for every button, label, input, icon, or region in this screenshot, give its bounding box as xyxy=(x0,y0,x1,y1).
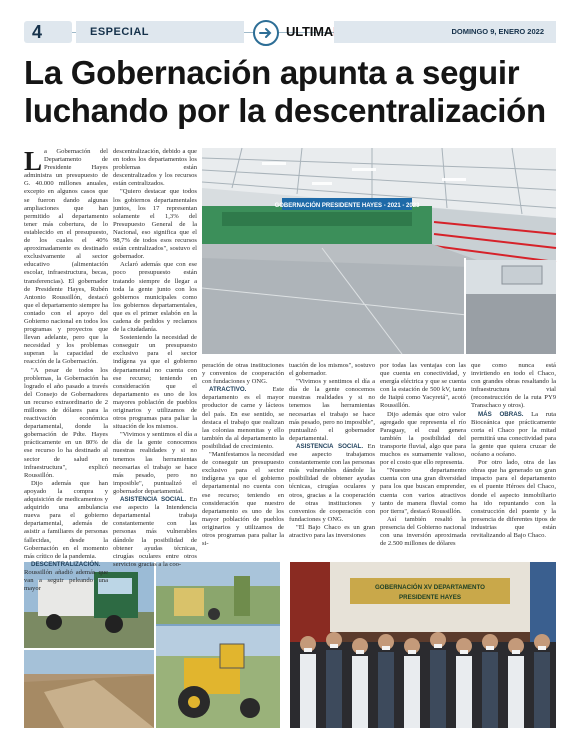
paragraph: Roussillón añadió además que van a seguir peleando una mayor xyxy=(24,568,108,593)
paragraph: Así también resaltó la presencia del Gobierno nacional con una inversión aproximada de 2.500 millones de dólares xyxy=(380,515,466,548)
paragraph: "Nuestro departamento cuenta con una gran diversidad para los que buscan emprender, cuenta con varios atractivos tanto de manera fluvial como por tierra", destacó Roussillón. xyxy=(380,467,466,515)
paragraph: Por otro lado, otra de las obras que ha generado un gran impacto para el departamento es el puente Héroes del Chaco, donde el aspecto inmobiliario ha ido repuntando con la construcción del puente y la presencia de diferentes tipos de industrias que están revitalizando al Bajo Chaco. xyxy=(471,459,556,539)
stadium-banner-text: GOBERNACIÓN PRESIDENTE HAYES - 2021 - 2023 xyxy=(274,203,420,209)
paragraph: "Manifestamos la necesidad de conseguir un presupuesto exclusivo para el sector indígena ya que el gobierno departamental no cuenta con ese recurso; teniendo en consideración que nuestro departamento es uno de los mayor población de pueblos originarios y utilizamos de otros programas para paliar la si- xyxy=(202,451,284,548)
paragraph: que como nunca está invirtiendo en todo el Chaco, con grandes obras resaltando la infraestructura vial (reconstrucción de la ruta PY9 Transchaco y otros). xyxy=(471,362,556,410)
section-keyword: DESCENTRALIZACIÓN. xyxy=(31,560,101,568)
paragraph: Dijo además que han apoyado la compra y adquisición de medicamentos y adquirido una ambulancia nueva para el gobierno departamental, además de asistir a familiares de personas fallecidas, desde la Gobernación en el momento más crítico de la pandemia. xyxy=(24,479,108,560)
paragraph: "Quiero destacar que todos los gobiernos departamentales juntos, los 17 representan solamente el 1,3% del Presupuesto General de la Nacional, eso significa que el 98,7% de todos esos recursos están centralizados", sostuvo el gobernador. xyxy=(113,188,197,261)
section-keyword: ASISTENCIA SOCIAL. xyxy=(296,442,364,450)
paragraph: "El Bajo Chaco es un gran atractivo para las inversiones xyxy=(289,523,375,539)
paragraph: peración de otras instituciones y convenios de cooperación con fundaciones y ONG. xyxy=(202,362,284,386)
paragraph: En ese aspecto la Intendencia departamental trabaja constantemente con las personas más vulnerables dándole la posibilidad de obtener ayudas técnicas, cirugías oculares entre otros servicios gracias a la coo- xyxy=(113,496,197,568)
paragraph: Sosteniendo la necesidad de conseguir un presupuesto exclusivo para el sector indígena ya que el gobierno departamental no cuenta con ese recurso; teniendo en consideración que el departamento es uno de los mayores población de pueblos originarios y utilizamos de otros programas para paliar la situación de los mismos. xyxy=(113,334,197,431)
page-header xyxy=(24,20,556,46)
article-column-6 xyxy=(471,362,556,556)
article-column-2 xyxy=(113,148,197,568)
paragraph: Este departamento es el mayor productor de carne y lácteos del país. En ese sentido, se destaca el trabajo que realizan las colonias menonitas y ello también da al departamento la posibilidad de crecimiento. xyxy=(202,386,284,450)
arrow-right-icon xyxy=(253,20,279,46)
newspaper-logo: ULTIMA xyxy=(286,24,333,39)
issue-date: DOMINGO 9, ENERO 2022 xyxy=(334,21,556,43)
paragraph: "A pesar de todos los problemas, la Gobernación ha logrado el año pasado a través del Consejo de Gobernadores un recurso extraordinario de 2 millones de dólares para la reactivación económica departamental, donde la gobernación de Pdte. Hayes prácticamente en un 80% de ese recurso lo ha destinado al sector de salud en infraestructura", explicó Roussillón. xyxy=(24,366,108,479)
article-column-3 xyxy=(202,362,284,556)
article-column-5 xyxy=(380,362,466,556)
event-banner-line2: PRESIDENTE HAYES xyxy=(398,594,462,601)
paragraph: La ruta Bioceánica que prácticamente corta el Chaco por la mitad permitirá una conectividad para la gente que quiera cruzar de océano a océano. xyxy=(471,410,556,459)
paragraph: descentralización, debido a que en todos los departamentos los problemas están descentralizados y los recursos están centralizados. xyxy=(113,148,197,188)
article-column-1 xyxy=(24,146,108,593)
section-keyword: MÁS OBRAS. xyxy=(478,410,524,418)
event-banner-line1: GOBERNACIÓN XV DEPARTAMENTO xyxy=(374,584,486,591)
section-keyword: ATRACTIVO. xyxy=(209,386,247,394)
article-column-4 xyxy=(289,362,375,556)
drop-cap: L xyxy=(24,146,43,176)
paragraph: Dijo además que otro valor agregado que representa el río Paraguay, el cual genera también la posibilidad del transporte fluvial, algo que para muchos es sumamente valioso, por el costo que ello representa. xyxy=(380,410,466,467)
paragraph: a Gobernación del Departamento de Presidente Hayes administra un presupuesto de G. 40.000 millones anuales, excepto en algunos casos que se fueron dando algunas ampliaciones que han permitido al departamento tener más cobertura, de lo establecido en el presupuesto, de los cuales el 40% aproximadamente es destinado exclusivamente al sector educativo (alimentación escolar, infraestructura, becas, transferencias). El gobernador de Presidente Hayes, Rubén Antonio Roussillón, destacó que el departamento siempre ha contado con el apoyo del Gobierno nacional en todos los programas y proyectos que llevan adelante, pero que la necesidad y los problemas superan la capacidad de reacción de la Gobernación. xyxy=(24,148,108,366)
paragraph: Aclaró además que con ese poco presupuesto están tratando siempre de llegar a toda la gente junto con los gobiernos municipales como los gobiernos departamentales, que es el primer eslabón en la cadena de pedidos y reclamos de la ciudadanía. xyxy=(113,261,197,334)
paragraph: por todas las ventajas con las que cuenta en conectividad, y energía eléctrica y que se cuenta con la estación de 500 kV, tanto de Itaipú como Yacyretá", acotó Roussillón. xyxy=(380,362,466,410)
paragraph: En ese aspecto trabajamos constantemente con las personas más vulnerables dándole la posibilidad de obtener ayudas técnicas, cirugías oculares y otros, gracias a la cooperación de otras instituciones y convenios de cooperación con fundaciones y ONG. xyxy=(289,442,375,523)
stadium-photo xyxy=(202,148,556,354)
paragraph: "Vivimos y sentimos el día a día de la gente conocemos nuestras realidades y si no tenemos las herramientas necesarias el trabajo se hace más pesado, pero no imposible", puntualizó el gobernador departamental. xyxy=(113,431,197,495)
paragraph: "Vivimos y sentimos el día a día de la gente conocemos nuestras realidades y si no tenemos las herramientas necesarias el trabajo se hace más pesado, pero no imposible", puntualizó el gobernador departamental. xyxy=(289,378,375,442)
section-keyword: ASISTENCIA SOCIAL. xyxy=(120,496,187,504)
page-number: 4 xyxy=(24,21,72,43)
paragraph: tuación de los mismos", sostuvo el gobernador. xyxy=(289,362,375,378)
section-label: ESPECIAL xyxy=(76,21,244,43)
event-group-photo xyxy=(290,562,556,728)
article-headline: La Gobernación apunta a seguir luchando por la descentralización xyxy=(24,54,546,129)
